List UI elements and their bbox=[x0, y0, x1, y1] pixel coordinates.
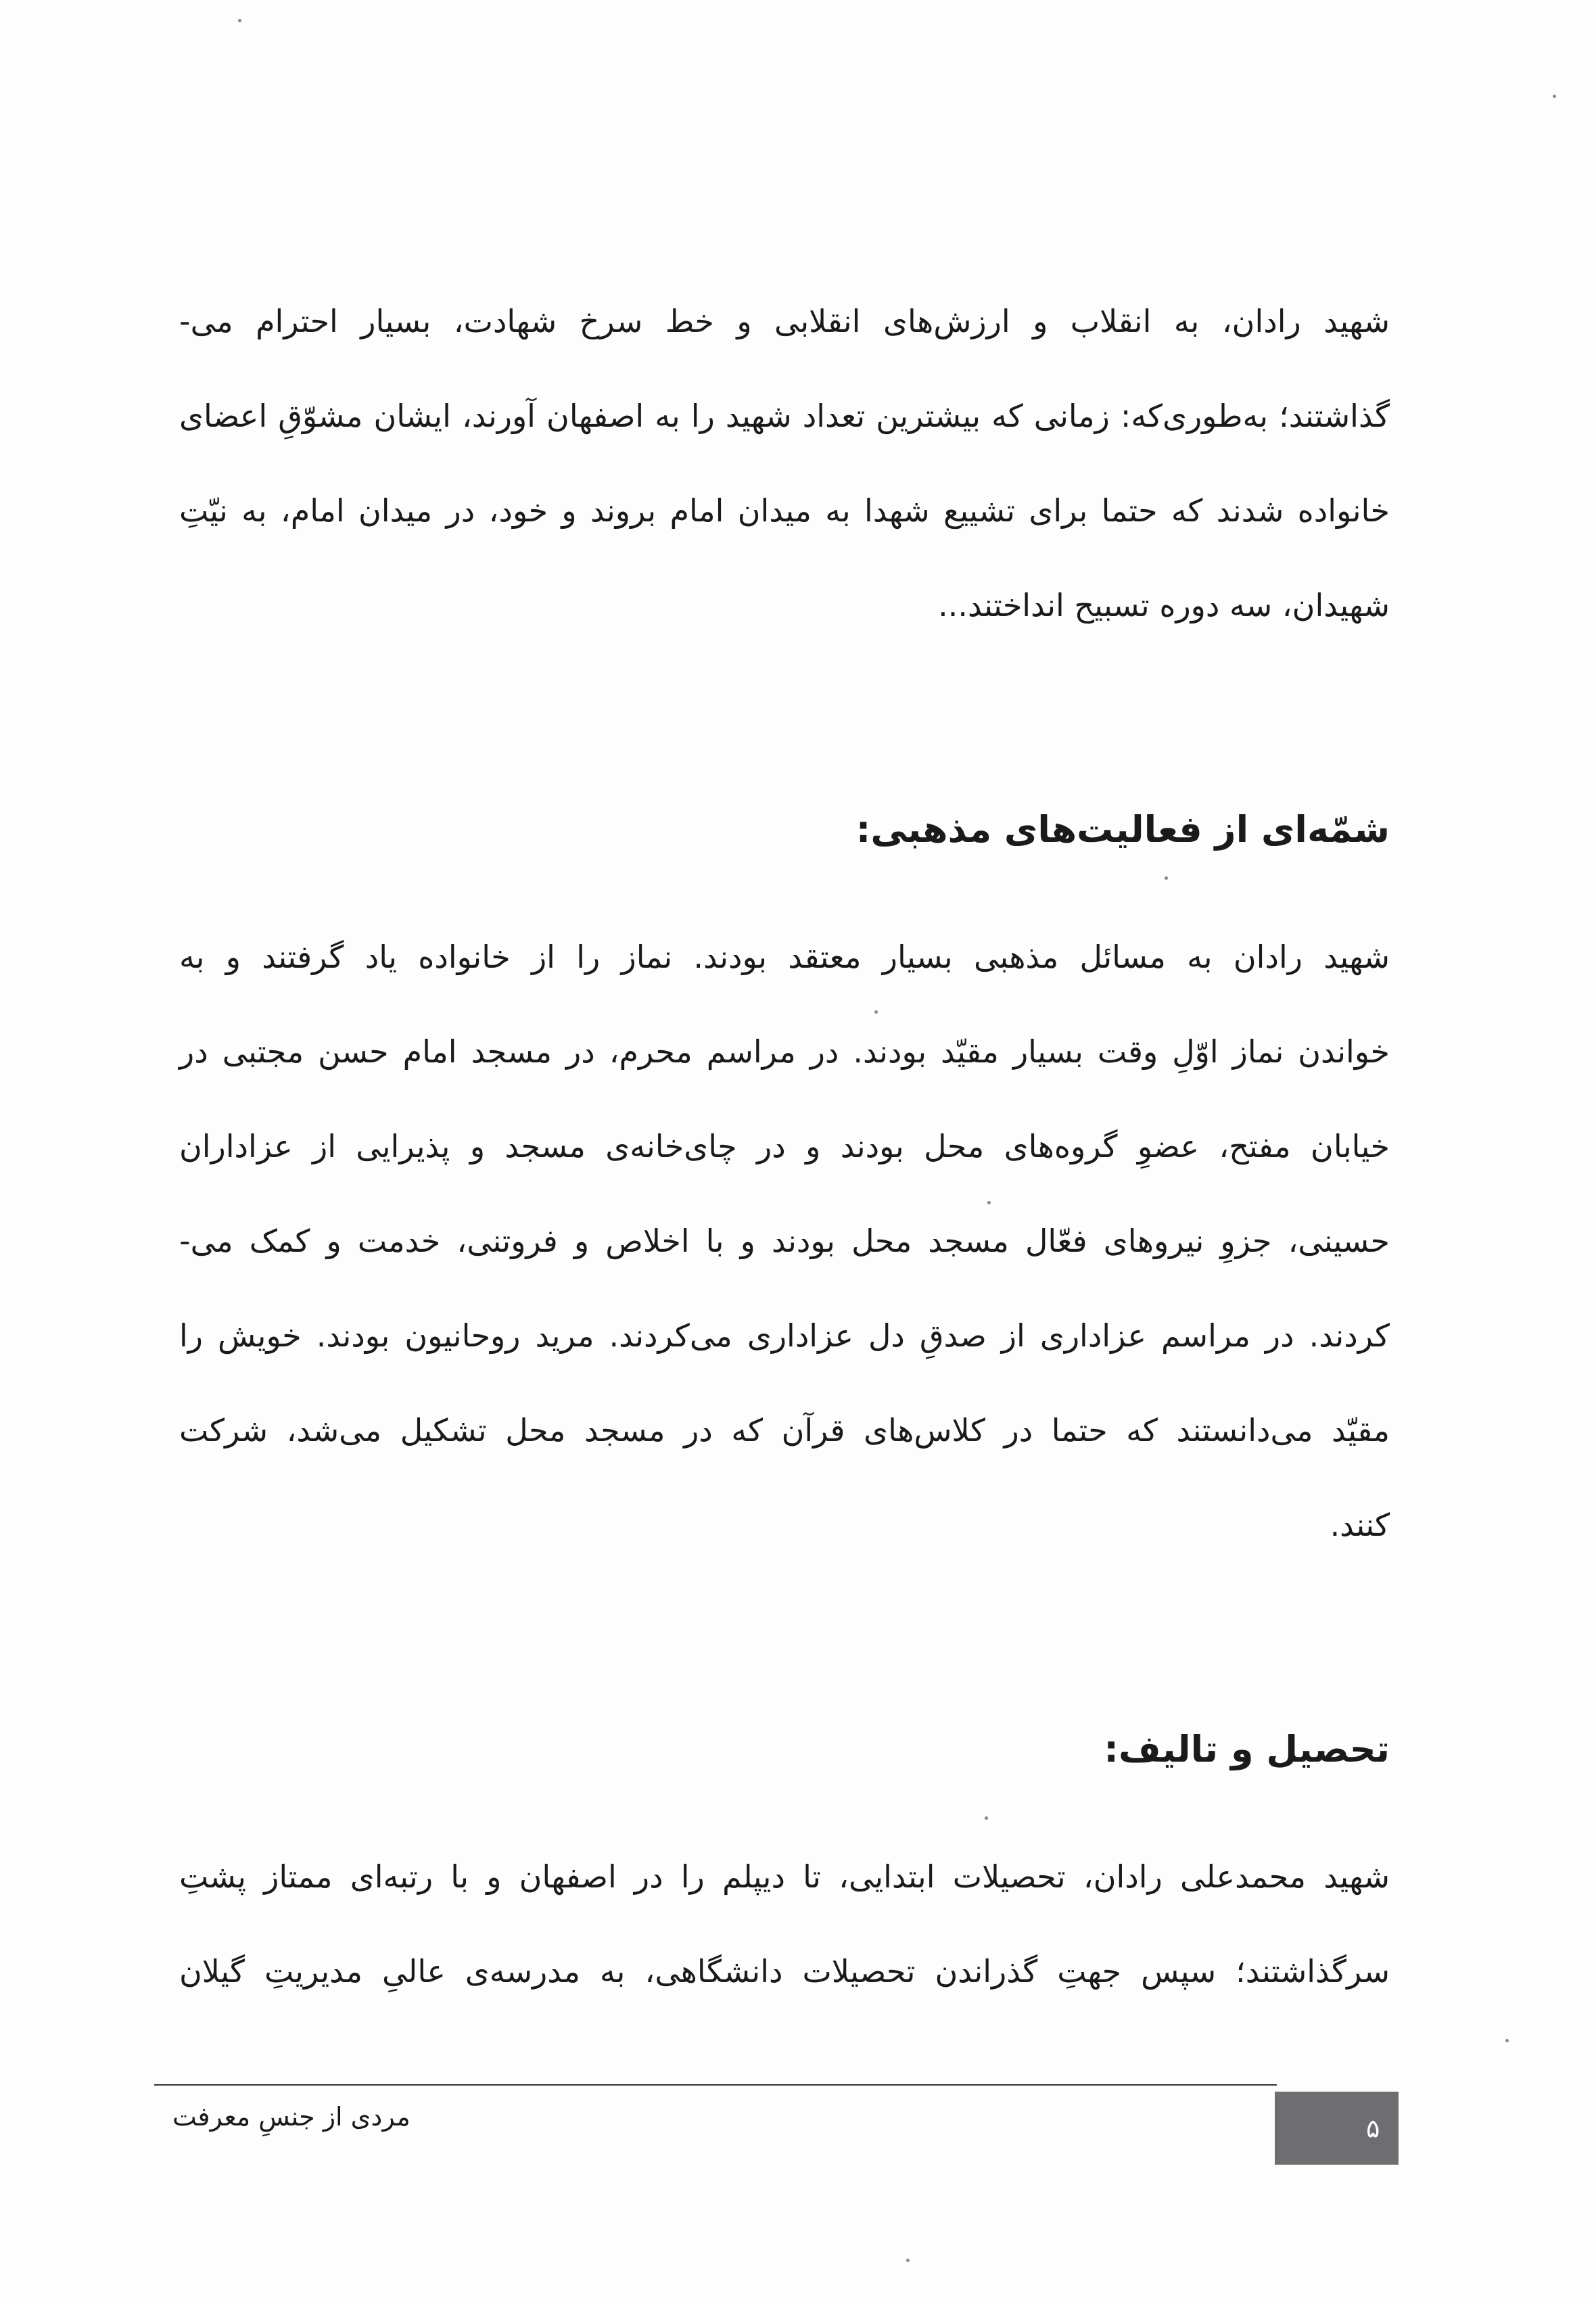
page-number-box bbox=[1275, 2092, 1399, 2165]
footer-rule bbox=[154, 2084, 1277, 2086]
text-line: شهید محمدعلی رادان، تحصیلات ابتدایی، تا دیپلم را در اصفهان و با رتبه‌ای ممتاز پشتِ bbox=[179, 1858, 1390, 1895]
footer-book-title: مردی از جنسِ معرفت bbox=[172, 2102, 410, 2132]
paragraph-religious bbox=[179, 910, 1390, 1572]
scan-speck bbox=[1165, 876, 1168, 880]
scan-speck bbox=[238, 19, 241, 22]
text-line: مقیّد می‌دانستند که حتما در کلاس‌های قرآن که در مسجد محل تشکیل می‌شد، شرکت bbox=[179, 1412, 1390, 1449]
section-heading-education: تحصیل و تالیف: bbox=[1104, 1728, 1390, 1770]
text-line: خانواده شدند که حتما برای تشییع شهدا به میدان امام بروند و خود، در میدان امام، به نیّتِ bbox=[179, 492, 1390, 529]
text-line: خیابان مفتح، عضوِ گروه‌های محل بودند و در چای‌خانه‌ی مسجد و پذیرایی از عزاداران bbox=[179, 1128, 1390, 1165]
scan-speck bbox=[906, 2259, 910, 2262]
text-line: حسینی، جزوِ نیروهای فعّال مسجد محل بودند و با اخلاص و فروتنی، خدمت و کمک می- bbox=[179, 1223, 1390, 1259]
text-line: سرگذاشتند؛ سپس جهتِ گذراندن تحصیلات دانشگاهی، به مدرسه‌ی عالیِ مدیریتِ گیلان bbox=[179, 1953, 1390, 1990]
page-number: ۵ bbox=[1366, 2113, 1380, 2143]
scan-speck bbox=[985, 1816, 988, 1820]
text-line: کردند. در مراسم عزاداری از صدقِ دل عزاداری می‌کردند. مرید روحانیون بودند. خویش را bbox=[179, 1317, 1390, 1354]
text-line: کنند. bbox=[1330, 1507, 1390, 1543]
text-line: شهید رادان، به انقلاب و ارزش‌های انقلابی و خط سرخ شهادت، بسیار احترام می- bbox=[179, 303, 1390, 339]
scan-speck bbox=[1505, 2039, 1509, 2042]
text-line: خواندن نماز اوّلِ وقت بسیار مقیّد بودند. در مراسم محرم، در مسجد امام حسن مجتبی در bbox=[179, 1033, 1390, 1070]
paragraph-loyalty bbox=[179, 274, 1390, 653]
scan-speck bbox=[874, 1010, 878, 1014]
text-line: شهید رادان به مسائل مذهبی بسیار معتقد بودند. نماز را از خانواده یاد گرفتند و به bbox=[179, 939, 1390, 975]
text-line: گذاشتند؛ به‌طوری‌که: زمانی که بیشترین تعداد شهید را به اصفهان آورند، ایشان مشوّقِ اعضای bbox=[179, 398, 1390, 434]
section-heading-religious: شمّه‌ای از فعالیت‌های مذهبی: bbox=[855, 808, 1390, 851]
paragraph-education bbox=[179, 1829, 1390, 2019]
scan-speck bbox=[987, 1201, 991, 1204]
scan-speck bbox=[1553, 95, 1556, 98]
text-line: شهیدان، سه دوره تسبیح انداختند... bbox=[938, 587, 1390, 624]
